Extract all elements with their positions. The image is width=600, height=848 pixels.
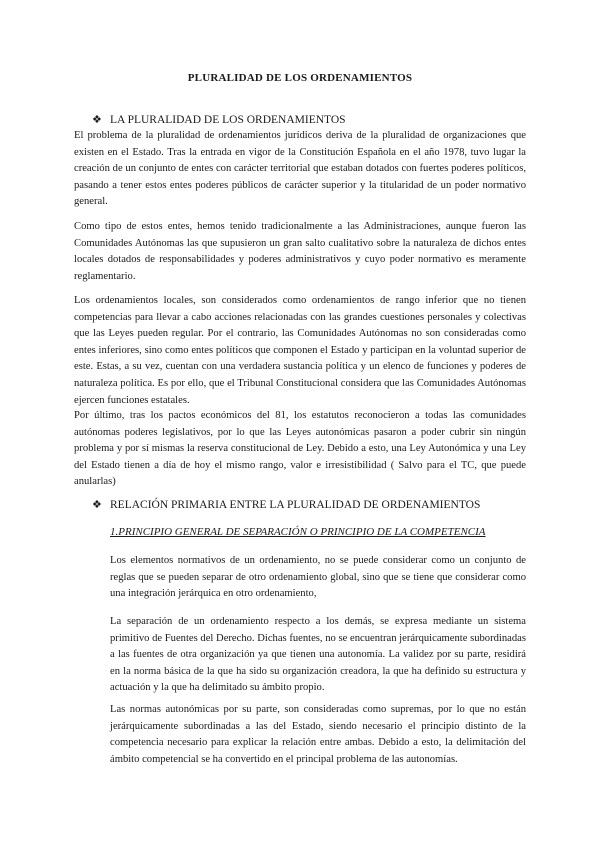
document-title: PLURALIDAD DE LOS ORDENAMIENTOS [187, 72, 413, 84]
subsection-heading: 1.PRINCIPIO GENERAL DE SEPARACIÓN O PRINCIPIO DE LA COMPETENCIA [110, 526, 486, 538]
diamond-bullet-icon: ❖ [92, 114, 102, 126]
paragraph: El problema de la pluralidad de ordenamientos jurídicos deriva de la pluralidad de organizaciones que existen en el Estado. Tras la entrada en vigor de la Constitución Española en el año 1978, tuvo lugar la creación de un conjunto de entes con carácter territorial que estaban dotados con fuertes poderes políticos, pasando a tener estos entes poderes públicos de carácter superior y la titularidad de un poder normativo general. [74, 130, 526, 208]
paragraph: Las normas autonómicas por su parte, son consideradas como supremas, por lo que no están jerárquicamente subordinadas a las del Estado, siendo necesario el principio distinto de la competencia necesario para explicar la relación entre ambas. Debido a esto, la delimitación del ámbito competencial se ha convertido en el principal problema de las autonomías. [110, 704, 526, 765]
section-heading-text: LA PLURALIDAD DE LOS ORDENAMIENTOS [110, 114, 346, 126]
diamond-bullet-icon: ❖ [92, 499, 102, 511]
paragraph: Como tipo de estos entes, hemos tenido tradicionalmente a las Administraciones, aunque fueron las Comunidades Autónomas las que supusieron un gran salto cualitativo sobre la naturaleza de dichos entes locales dotados de responsabilidades y poderes administrativos y cuyo poder normativo es meramente reglamentario. [74, 221, 526, 282]
section-heading-text: RELACIÓN PRIMARIA ENTRE LA PLURALIDAD DE ORDENAMIENTOS [110, 499, 481, 511]
paragraph: Los elementos normativos de un ordenamiento, no se puede considerar como un conjunto de reglas que se pueden separar de otro ordenamiento global, sino que se tiene que considerar como una integración jerárquica en otro ordenamiento, [110, 555, 526, 600]
section-heading-relacion [92, 498, 480, 512]
paragraph: Los ordenamientos locales, son considerados como ordenamientos de rango inferior que no tienen competencias para llevar a cabo acciones relacionadas con las grandes cuestiones personales y colectivas que las Leyes pueden regular. Por el contrario, las Comunidades Autónomas no son consideradas como entes inferiores, sino como entes políticos que componen el Estado y participan en la voluntad superior de este. Estas, a su vez, cuentan con una verdadera sustancia política y un elenco de funciones y poderes de naturaleza política. Es por ello, que el Tribunal Constitucional considera que las Comunidades Autónomas ejercen funciones estatales. [74, 295, 526, 406]
section-heading-pluralidad [92, 113, 346, 127]
paragraph: Por último, tras los pactos económicos del 81, los estatutos reconocieron a todas las comunidades autónomas poderes legislativos, por lo que las Leyes autonómicas pasaron a poder cubrir sin ningún problema y por sí mismas la reserva constitucional de Ley. Debido a esto, una Ley Autonómica y una Ley del Estado tienen a día de hoy el mismo rango, valor e irresistibilidad ( Salvo para el TC, que puede anularlas) [74, 410, 526, 488]
paragraph: La separación de un ordenamiento respecto a los demás, se expresa mediante un sistema primitivo de Fuentes del Derecho. Dichas fuentes, no se encuentran jerárquicamente subordinadas a las fuentes de otra organización ya que tienen una autonomía. La validez por su parte, residirá en la norma básica de la que ha sido su organización creadora, la que ha definido su estructura y actuación y la que ha delimitado su ámbito propio. [110, 616, 526, 694]
